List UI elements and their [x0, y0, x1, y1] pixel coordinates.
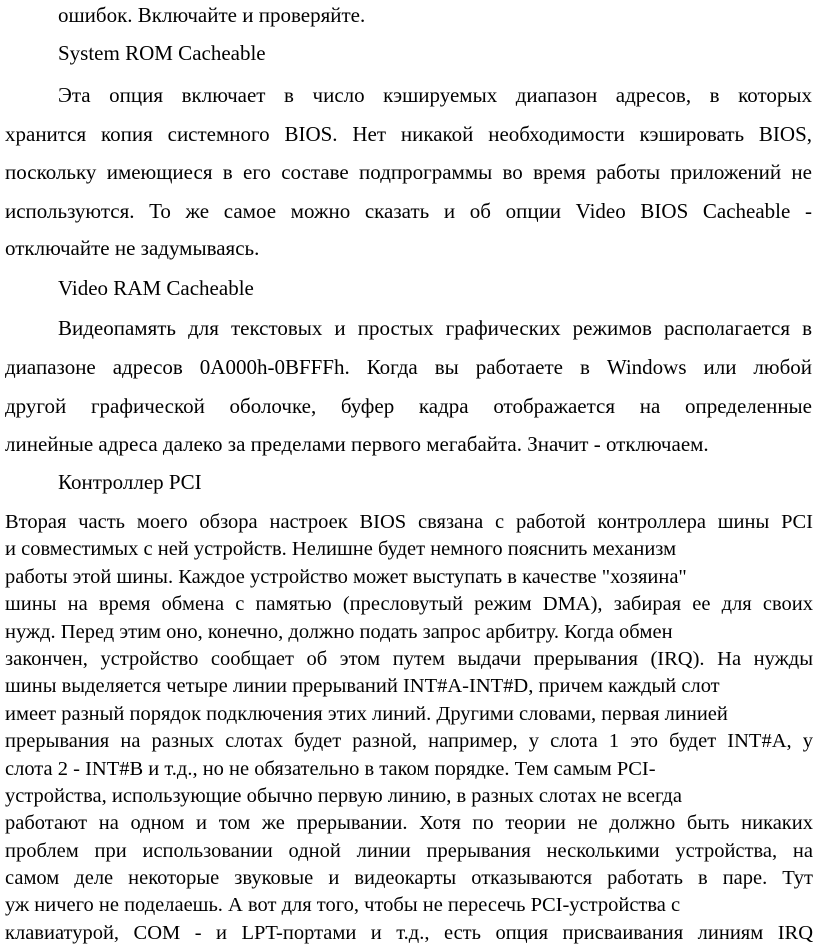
paragraph-line: Эта опция включает в число кэшируемых диапазон адресов, в которых	[58, 83, 812, 107]
paragraph-line: диапазоне адресов 0A000h-0BFFFh. Когда вы работаете в Windows или любой	[5, 355, 812, 379]
paragraph-line: устройства, использующие обычно первую линию, в разных слотах не всегда	[5, 784, 682, 807]
section-heading-pci: Контроллер PCI	[58, 470, 202, 494]
paragraph-line: нужд. Перед этим оно, конечно, должно подать запрос арбитру. Когда обмен	[5, 620, 673, 643]
paragraph-line: клавиатурой, COM - и LPT-портами и т.д., есть опция присваивания линиям IRQ	[5, 921, 813, 944]
paragraph-line: работают на одном и том же прерывании. Хотя по теории не должно быть никаких	[5, 812, 813, 835]
section-heading-system-rom: System ROM Cacheable	[58, 41, 266, 65]
paragraph-line: самом деле некоторые звуковые и видеокарты отказываются работать в паре. Тут	[5, 867, 813, 890]
paragraph-line: проблем при использовании одной линии прерывания несколькими устройства, на	[5, 839, 813, 862]
paragraph-line: работы этой шины. Каждое устройство может выступать в качестве "хозяина"	[5, 565, 687, 588]
paragraph-line: Видеопамять для текстовых и простых графических режимов располагается в	[58, 316, 812, 340]
continuation-line: ошибок. Включайте и проверяйте.	[58, 3, 366, 27]
paragraph-line: используются. То же самое можно сказать и об опции Video BIOS Cacheable -	[5, 199, 812, 223]
paragraph-line: поскольку имеющиеся в его составе подпрограммы во время работы приложений не	[5, 160, 812, 184]
paragraph-line: имеет разный порядок подключения этих линий. Другими словами, первая линией	[5, 702, 728, 725]
paragraph-line: отключайте не задумываясь.	[5, 236, 260, 260]
paragraph-line: закончен, устройство сообщает об этом путем выдачи прерывания (IRQ). На нужды	[5, 647, 813, 670]
paragraph-line: шины на время обмена с памятью (пресловутый режим DMA), забирая ее для своих	[5, 593, 813, 616]
section-heading-video-ram: Video RAM Cacheable	[58, 276, 254, 300]
paragraph-line: шины выделяется четыре линии прерываний INT#A-INT#D, причем каждый слот	[5, 675, 720, 698]
paragraph-line: хранится копия системного BIOS. Нет никакой необходимости кэшировать BIOS,	[5, 122, 812, 146]
paragraph-line: и совместимых с ней устройств. Нелишне будет немного пояснить механизм	[5, 538, 677, 561]
paragraph-line: другой графической оболочке, буфер кадра отображается на определенные	[5, 394, 812, 418]
paragraph-line: линейные адреса далеко за пределами первого мегабайта. Значит - отключаем.	[5, 432, 709, 456]
paragraph-line: слота 2 - INT#B и т.д., но не обязательно в таком порядке. Тем самым PCI-	[5, 757, 656, 780]
pci-paragraph	[5, 509, 813, 947]
paragraph-line: Вторая часть моего обзора настроек BIOS связана с работой контроллера шины PCI	[5, 511, 813, 533]
paragraph-line: уж ничего не поделаешь. А вот для того, чтобы не пересечь PCI-устройства с	[5, 894, 681, 917]
paragraph-line: прерывания на разных слотах будет разной, например, у слота 1 это будет INT#A, у	[5, 730, 813, 753]
